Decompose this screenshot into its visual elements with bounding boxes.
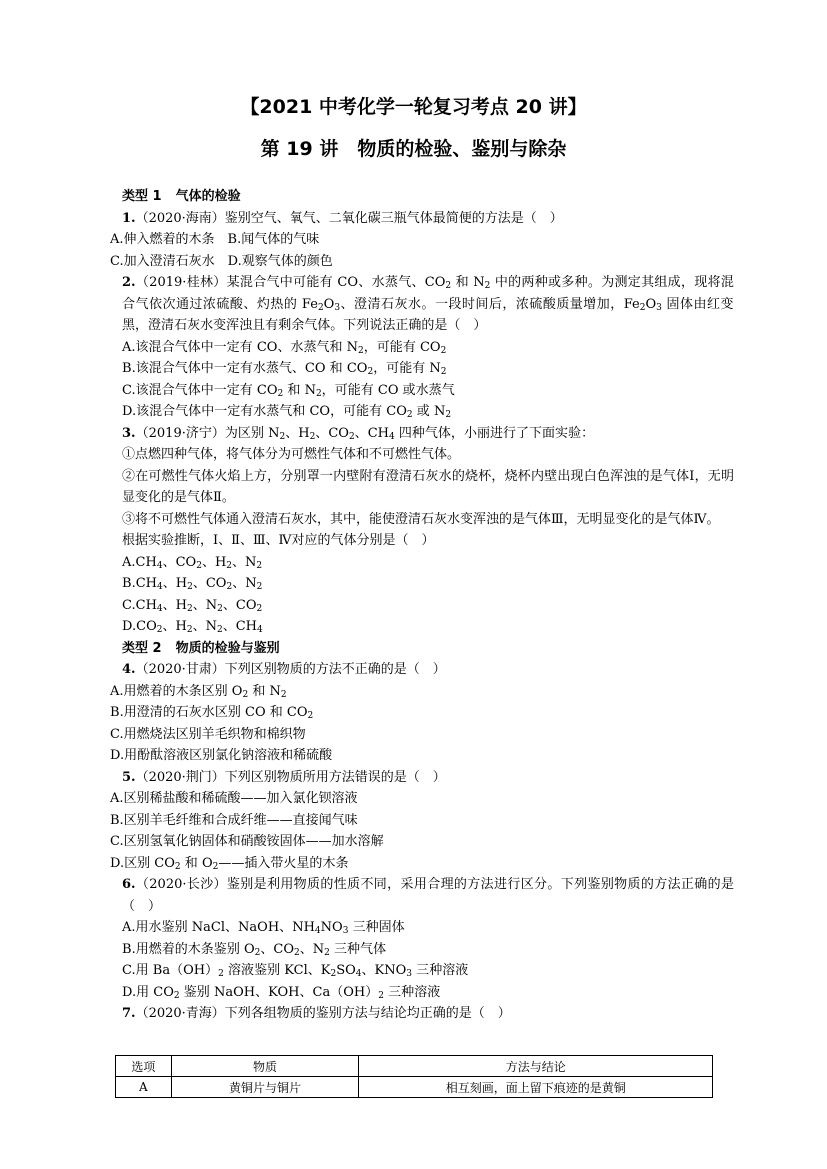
q6-option-c: C.用 $Ba(OH)_2$ 溶液鉴别 KCl、$K_2SO_4$、$KNO_3$ 三种溶液 [122, 963, 469, 979]
section-heading-1: 类型 1 气体的检验 [122, 189, 241, 204]
table-header-cell: 物质 [171, 1056, 359, 1077]
q2-option-a: A.该混合气体中一定有 CO、水蒸气和 $N_2$，可能有 $CO_2$ [122, 339, 447, 356]
table-header-cell: 方法与结论 [359, 1056, 713, 1077]
q7-table [115, 1055, 713, 1098]
q2-option-c: C.该混合气体中一定有 $CO_2$ 和 $N_2$，可能有 CO 或水蒸气 [122, 382, 455, 399]
q3-step-3: ③将不可燃性气体通入澄清石灰水，其中，能使澄清石灰水变浑浊的是气体Ⅲ，无明显变化的是气体Ⅳ。 [122, 511, 720, 527]
question-6: 6.（2020·长沙）鉴别是利用物质的性质不同，采用合理的方法进行区分。下列鉴别物质的方法正确的是（ ） [122, 877, 734, 914]
q3-step-1: ①点燃四种气体，将气体分为可燃性气体和不可燃性气体。 [122, 447, 461, 462]
q2-option-b: B.该混合气体中一定有水蒸气、CO 和 $CO_2$，可能有 $N_2$ [122, 361, 447, 377]
q4-option-c: C.用燃烧法区别羊毛织物和棉织物 [110, 726, 306, 742]
q5-option-c: C.区别氢氧化钠固体和硝酸铵固体——加水溶解 [110, 834, 384, 849]
q1-options-ab: A.伸入燃着的木条 B.闻气体的气味 [110, 232, 320, 247]
q5-option-d: D.区别 $CO_2$ 和 $O_2——$插入带火星的木条 [110, 855, 349, 872]
q3-step-2: ②在可燃性气体火焰上方，分别罩一内壁附有澄清石灰水的烧杯，烧杯内壁出现白色浑浊的是气体Ⅰ，无明显变化的是气体Ⅱ。 [122, 468, 734, 505]
section-heading-2: 类型 2 物质的检验与鉴别 [122, 640, 280, 656]
q4-option-d: D.用酚酞溶液区别氯化钠溶液和稀硫酸 [110, 748, 333, 763]
question-2: 2.（2019·桂林）某混合气中可能有 CO、水蒸气、$CO_2$ 和 $N_2$ 中的两种或多种。为测定其组成，现将混合气依次通过浓硫酸、灼热的 $Fe_2O_3$、澄清石灰水。一段时间后，浓硫酸质量增加，$Fe_2O_3$ 固体由红变黑，澄清石灰水变浑浊且有剩余气体。下列说法正确的是（ ） [122, 275, 734, 333]
q3-option-b: $B.CH_4$、$H_2$、$CO_2$、$N_2$ [122, 576, 263, 592]
question-4: 4.（2020·甘肃）下列区别物质的方法不正确的是（ ） [122, 662, 446, 677]
question-3: 3.（2019·济宁）为区别 $N_2$、$H_2$、$CO_2$、$CH_4$ 四种气体，小丽进行了下面实验： [122, 425, 595, 442]
table-cell: 黄铜片与铜片 [171, 1077, 359, 1098]
table-cell: 相互刻画，面上留下痕迹的是黄铜 [359, 1077, 713, 1098]
q4-option-b: B.用澄清的石灰水区别 CO 和 $CO_2$ [110, 705, 314, 721]
table-header-cell: 选项 [116, 1056, 172, 1077]
q2-option-d: D.该混合气体中一定有水蒸气和 CO，可能有 $CO_2$ 或 $N_2$ [122, 404, 452, 420]
table-row [116, 1077, 713, 1098]
q3-option-c: $C.CH_4$、$H_2$、$N_2$、$CO_2$ [122, 597, 263, 614]
q3-option-a: $A.CH_4$、$CO_2$、$H_2$、$N_2$ [122, 554, 263, 571]
question-list [110, 186, 734, 1025]
q6-option-d: D.用 $CO_2$ 鉴别 NaOH、KOH、$Ca(OH)_2$ 三种溶液 [122, 984, 441, 1001]
question-1: 1.（2020·海南）鉴别空气、氧气、二氧化碳三瓶气体最简便的方法是（ ） [122, 210, 563, 226]
table-header-row [116, 1056, 713, 1077]
q6-option-b: B.用燃着的木条鉴别 $O_2$、$CO_2$、$N_2$ 三种气体 [122, 941, 387, 958]
q3-ask: 根据实验推断，Ⅰ、Ⅱ、Ⅲ、Ⅳ对应的气体分别是（ ） [122, 533, 435, 548]
q5-option-a: A.区别稀盐酸和稀硫酸——加入氯化钡溶液 [110, 791, 358, 806]
question-7: 7.（2020·青海）下列各组物质的鉴别方法与结论均正确的是（ ） [122, 1006, 511, 1021]
lecture-title: 第 19 讲 物质的检验、鉴别与除杂 [260, 138, 567, 160]
q3-option-d: $D.CO_2$、$H_2$、$N_2$、$CH_4$ [122, 619, 263, 635]
q6-option-a: A.用水鉴别 NaCl、NaOH、$NH_4NO_3$ 三种固体 [122, 920, 405, 936]
series-title: 【2021 中考化学一轮复习考点 20 讲】 [240, 96, 587, 118]
q4-option-a: A.用燃着的木条区别 $O_2$ 和 $N_2$ [110, 683, 287, 700]
question-5: 5.（2020·荆门）下列区别物质所用方法错误的是（ ） [122, 769, 446, 785]
q5-option-b: B.区别羊毛纤维和合成纤维——直接闻气味 [110, 812, 358, 828]
table-cell: A [116, 1077, 172, 1098]
q1-options-cd: C.加入澄清石灰水 D.观察气体的颜色 [110, 253, 333, 269]
